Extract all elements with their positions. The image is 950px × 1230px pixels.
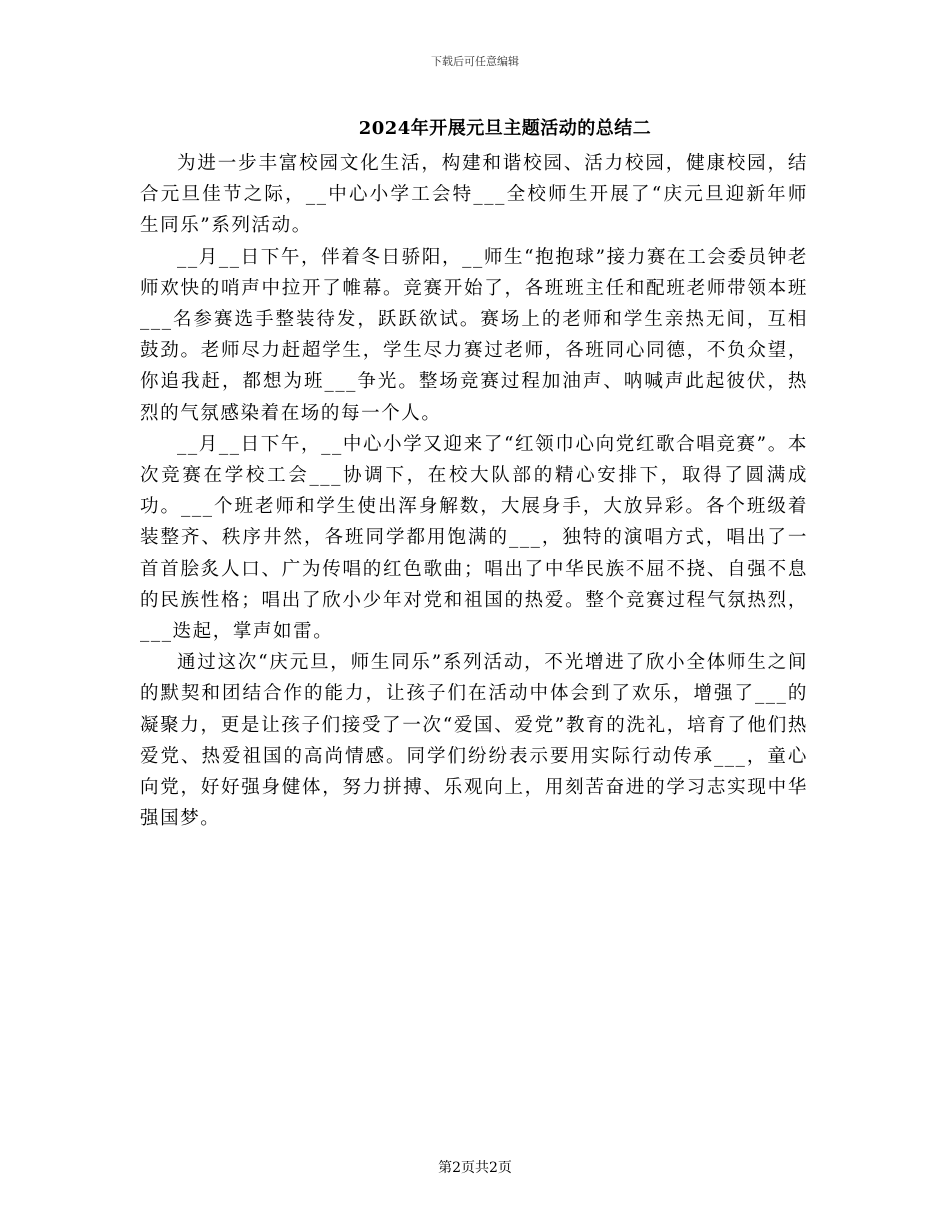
header-note: 下载后可任意编辑: [431, 55, 519, 68]
paragraph: 为进一步丰富校园文化生活，构建和谐校园、活力校园，健康校园，结合元旦佳节之际，__中心小学工会特___全校师生开展了“庆元旦迎新年师生同乐”系列活动。: [140, 153, 808, 237]
document-title: 2024年开展元旦主题活动的总结二: [358, 118, 652, 139]
paragraph: __月__日下午，伴着冬日骄阳，__师生“抱抱球”接力赛在工会委员钟老师欢快的哨声中拉开了帷幕。竞赛开始了，各班班主任和配班老师带领本班___名参赛选手整装待发，跃跃欲试。赛场上的老师和学生亲热无间，互相鼓劲。老师尽力赶超学生，学生尽力赛过老师，各班同心同德，不负众望，你追我赶，都想为班___争光。整场竞赛过程加油声、呐喊声此起彼伏，热烈的气氛感染着在场的每一个人。: [140, 246, 808, 424]
paragraph: __月__日下午，__中心小学又迎来了“红领巾心向党红歌合唱竞赛”。本次竞赛在学校工会___协调下，在校大队部的精心安排下，取得了圆满成功。___个班老师和学生使出浑身解数，大展身手，大放异彩。各个班级着装整齐、秩序井然，各班同学都用饱满的___，独特的演唱方式，唱出了一首首脍炙人口、广为传唱的红色歌曲；唱出了中华民族不屈不挠、自强不息的民族性格；唱出了欣小少年对党和祖国的热爱。整个竞赛过程气氛热烈，___迭起，掌声如雷。: [140, 433, 808, 643]
paragraph: 通过这次“庆元旦，师生同乐”系列活动，不光增进了欣小全体师生之间的默契和团结合作的能力，让孩子们在活动中体会到了欢乐，增强了___的凝聚力，更是让孩子们接受了一次“爱国、爱党”教育的洗礼，培育了他们热爱党、热爱祖国的高尚情感。同学们纷纷表示要用实际行动传承___，童心向党，好好强身健体，努力拼搏、乐观向上，用刻苦奋进的学习志实现中华强国梦。: [140, 652, 808, 830]
document-body: [140, 148, 808, 834]
page-number: 第2页共2页: [438, 1160, 512, 1176]
